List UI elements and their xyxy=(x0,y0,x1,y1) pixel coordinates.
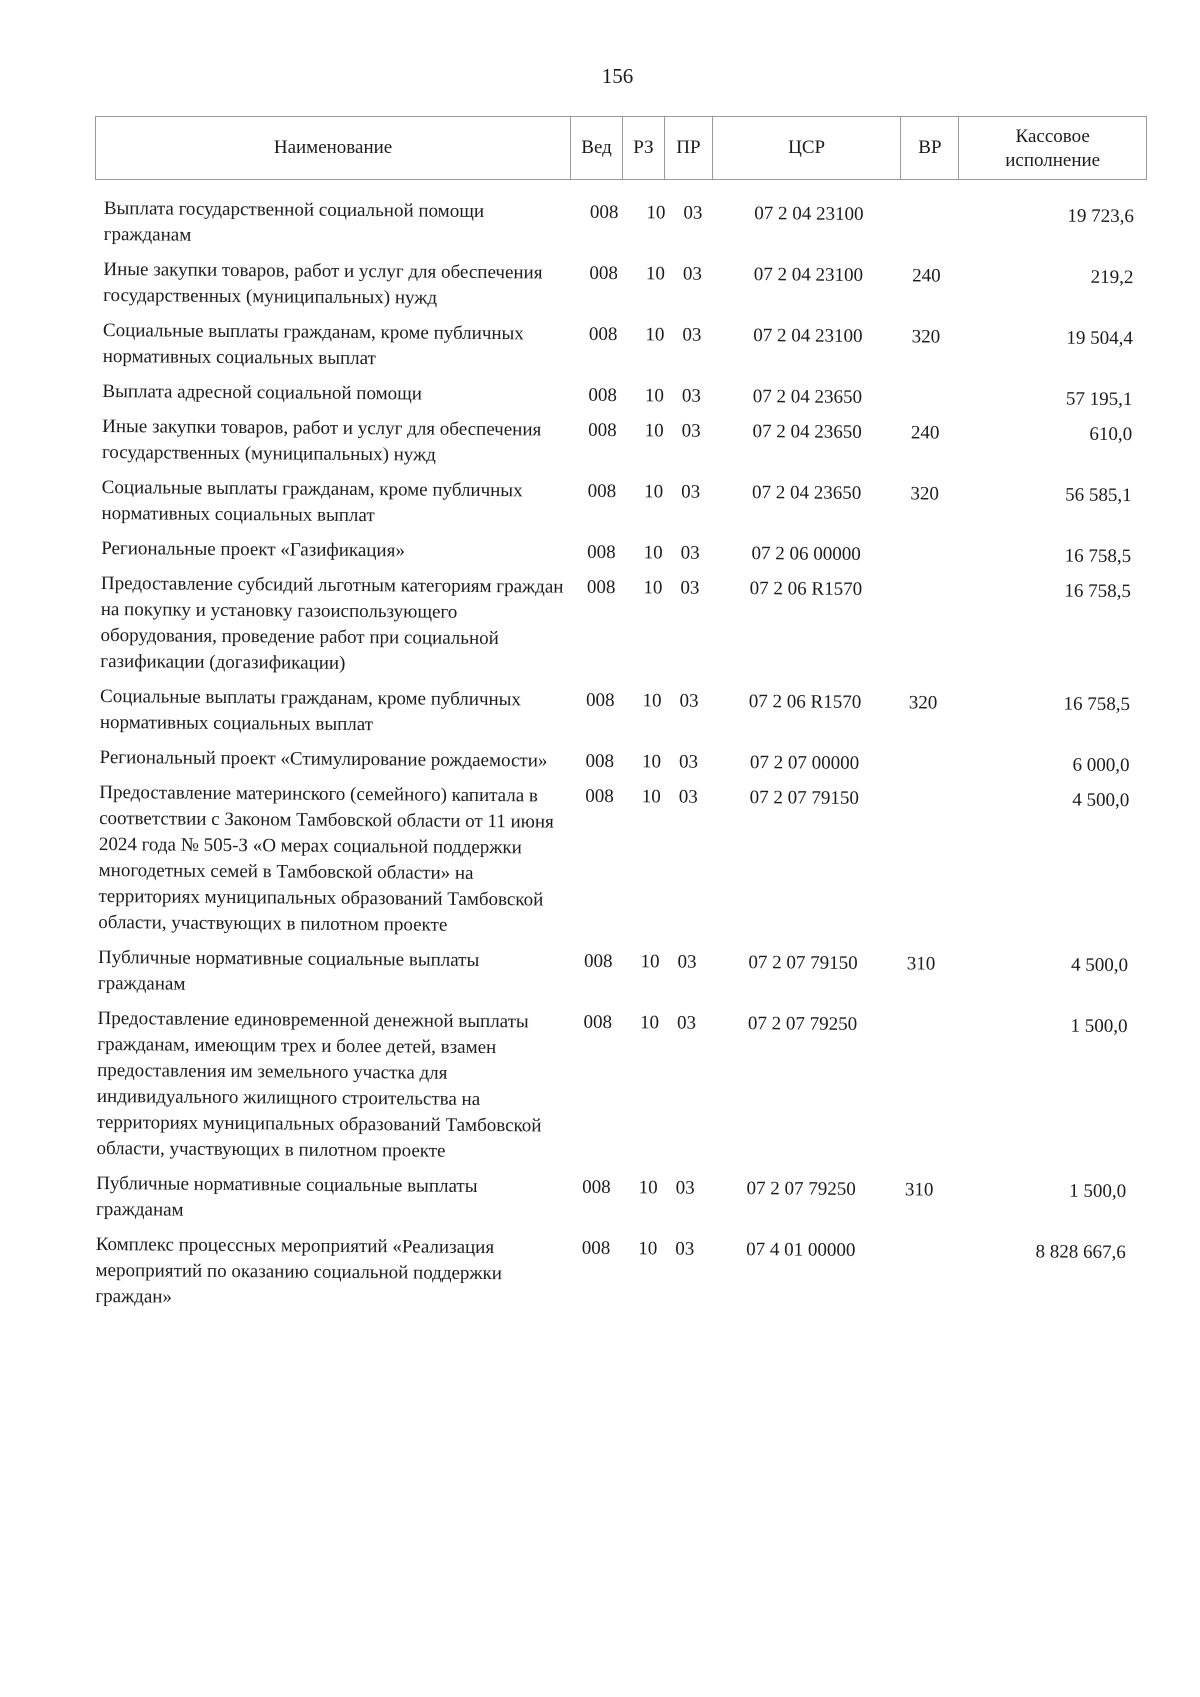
row-sum: 1 500,0 xyxy=(1069,1180,1127,1203)
row-rz: 10 xyxy=(645,263,665,285)
row-ved: 008 xyxy=(588,419,617,442)
row-ved: 008 xyxy=(587,480,617,503)
row-sum: 4 500,0 xyxy=(1070,954,1129,977)
row-rz: 10 xyxy=(645,324,665,346)
row-name: Социальные выплаты гражданам, кроме публичных нормативных социальных выплат xyxy=(101,476,523,527)
row-sum: 610,0 xyxy=(1089,423,1133,446)
row-csr: 07 2 07 00000 xyxy=(749,752,860,774)
row-csr: 07 2 07 79250 xyxy=(746,1178,856,1200)
table-body xyxy=(95,196,1150,1327)
row-sum: 16 758,5 xyxy=(1063,693,1131,716)
table-row xyxy=(98,780,1145,944)
row-name: Комплекс процессных мероприятий «Реализация мероприятий по оказанию социальной поддержки граждан» xyxy=(95,1233,503,1308)
row-pr: 03 xyxy=(678,751,699,773)
row-pr: 03 xyxy=(682,324,702,346)
row-sum: 57 195,1 xyxy=(1065,388,1133,411)
row-csr: 07 2 07 79150 xyxy=(749,787,859,809)
table-row xyxy=(103,257,1149,317)
table-header xyxy=(95,116,1147,180)
header-sum-line1: Кассовое xyxy=(1015,126,1090,147)
row-rz: 10 xyxy=(640,951,660,973)
table-row xyxy=(96,1171,1142,1231)
row-vr: 240 xyxy=(912,265,941,287)
row-csr: 07 2 07 79150 xyxy=(748,952,858,974)
table-row xyxy=(96,1006,1143,1170)
row-ved: 008 xyxy=(589,262,618,285)
row-vr: 320 xyxy=(910,483,940,505)
row-rz: 10 xyxy=(641,786,661,808)
row-pr: 03 xyxy=(675,1177,695,1199)
row-rz: 10 xyxy=(642,690,662,712)
table-row xyxy=(99,745,1145,779)
row-vr xyxy=(894,202,960,255)
row-csr: 07 2 04 23650 xyxy=(752,386,863,408)
row-csr: 07 2 04 23100 xyxy=(753,264,864,286)
row-pr: 03 xyxy=(676,1012,697,1034)
row-ved: 008 xyxy=(582,1176,611,1199)
row-vr xyxy=(888,786,955,943)
row-ved: 008 xyxy=(588,384,618,407)
row-ved: 008 xyxy=(585,689,615,712)
row-csr: 07 2 06 R1570 xyxy=(749,578,863,600)
row-vr xyxy=(890,577,957,682)
row-pr: 03 xyxy=(681,481,701,503)
row-pr: 03 xyxy=(681,385,702,407)
table-row xyxy=(101,536,1147,570)
row-vr xyxy=(885,1238,952,1317)
header-ved: Вед xyxy=(571,117,623,179)
row-ved: 008 xyxy=(586,576,616,599)
row-sum: 19 504,4 xyxy=(1066,327,1133,350)
row-rz: 10 xyxy=(646,202,666,224)
row-name: Публичные нормативные социальные выплаты гражданам xyxy=(95,1172,478,1221)
table-row xyxy=(100,684,1146,744)
row-pr: 03 xyxy=(681,420,701,442)
row-ved: 008 xyxy=(583,1011,613,1034)
header-pr: ПР xyxy=(665,117,713,179)
row-vr: 320 xyxy=(911,326,941,348)
header-vr: ВР xyxy=(901,117,959,179)
row-rz: 10 xyxy=(643,542,663,564)
row-ved: 008 xyxy=(587,541,616,564)
table-row xyxy=(104,196,1150,256)
row-vr: 320 xyxy=(908,692,938,714)
row-vr xyxy=(886,1012,953,1169)
row-vr xyxy=(891,542,957,569)
row-name: Региональный проект «Стимулирование рождаемости» xyxy=(99,746,548,772)
row-ved: 008 xyxy=(588,323,618,346)
row-vr: 310 xyxy=(906,953,936,975)
row-sum: 6 000,0 xyxy=(1072,754,1130,777)
row-pr: 03 xyxy=(680,542,700,564)
row-name: Предоставление субсидий льготным категориям граждан на покупку и установку газоиспользующего оборудования, проведение работ при социальной газификации (догазификации) xyxy=(100,572,564,674)
row-ved: 008 xyxy=(585,785,614,808)
row-rz: 10 xyxy=(644,481,664,503)
row-name: Региональные проект «Газификация» xyxy=(101,537,405,562)
row-pr: 03 xyxy=(675,1238,695,1260)
header-sum-line2: исполнение xyxy=(1005,150,1101,171)
row-rz: 10 xyxy=(638,1238,658,1260)
row-rz: 10 xyxy=(641,751,662,773)
row-sum: 16 758,5 xyxy=(1064,545,1132,568)
row-csr: 07 2 04 23650 xyxy=(751,482,862,504)
row-rz: 10 xyxy=(644,385,665,407)
table-row xyxy=(95,1232,1142,1318)
row-rz: 10 xyxy=(639,1012,660,1034)
row-name: Предоставление материнского (семейного) капитала в соответствии с Законом Тамбовской области от 11 июня 2024 года № 505-З «О мерах социальной поддержки многодетных семей в Тамбовской области» на территориях муниципальных образований Тамбовской области, участвующих в пилотном проекте xyxy=(98,781,554,936)
table-row xyxy=(102,414,1148,474)
table-row xyxy=(101,475,1147,535)
row-pr: 03 xyxy=(678,786,698,808)
row-sum: 219,2 xyxy=(1090,266,1134,289)
row-rz: 10 xyxy=(643,577,663,599)
row-vr: 310 xyxy=(904,1179,934,1201)
header-sum xyxy=(959,117,1146,179)
row-name: Социальные выплаты гражданам, кроме публичных нормативных социальных выплат xyxy=(102,319,524,370)
row-sum: 56 585,1 xyxy=(1065,484,1132,507)
row-rz: 10 xyxy=(638,1177,658,1199)
row-csr: 07 2 07 79250 xyxy=(747,1013,858,1035)
row-sum: 8 828 667,6 xyxy=(1035,1241,1126,1264)
row-name: Предоставление единовременной денежной выплаты гражданам, имеющим трех и более детей, взамен предоставления им земельного участка для индивидуального жилищного строительства на территориях муниципальных образований Тамбовской области, участвующих в пилотном проекте xyxy=(96,1007,542,1162)
row-name: Выплата адресной социальной помощи xyxy=(102,380,423,405)
header-name: Наименование xyxy=(96,117,571,179)
row-pr: 03 xyxy=(677,951,697,973)
row-ved: 008 xyxy=(581,1237,611,1260)
row-csr: 07 2 04 23650 xyxy=(752,421,862,443)
row-csr: 07 4 01 00000 xyxy=(746,1239,856,1261)
header-rz: РЗ xyxy=(623,117,665,179)
row-pr: 03 xyxy=(682,263,702,285)
row-csr: 07 2 04 23100 xyxy=(753,325,863,347)
table-row xyxy=(102,379,1148,413)
row-name: Публичные нормативные социальные выплаты гражданам xyxy=(97,946,480,995)
row-sum: 1 500,0 xyxy=(1070,1015,1128,1038)
row-vr xyxy=(889,751,955,778)
row-vr: 240 xyxy=(910,422,940,444)
row-csr: 07 2 06 00000 xyxy=(751,543,861,565)
row-csr: 07 2 06 R1570 xyxy=(748,691,862,713)
row-rz: 10 xyxy=(644,420,664,442)
row-pr: 03 xyxy=(683,202,703,224)
row-sum: 4 500,0 xyxy=(1072,789,1130,812)
row-ved: 008 xyxy=(589,201,619,224)
row-name: Иные закупки товаров, работ и услуг для обеспечения государственных (муниципальных) нужд xyxy=(101,415,542,466)
row-pr: 03 xyxy=(680,577,700,599)
row-sum: 19 723,6 xyxy=(1067,205,1134,228)
table-row xyxy=(100,571,1147,683)
row-vr xyxy=(892,385,958,412)
header-csr: ЦСР xyxy=(713,117,902,179)
row-name: Иные закупки товаров, работ и услуг для обеспечения государственных (муниципальных) нужд xyxy=(103,258,543,309)
row-name: Социальные выплаты гражданам, кроме публичных нормативных социальных выплат xyxy=(99,685,522,736)
table-row xyxy=(98,945,1144,1005)
row-ved: 008 xyxy=(585,750,615,773)
row-csr: 07 2 04 23100 xyxy=(754,203,864,225)
row-ved: 008 xyxy=(583,950,613,973)
page-number: 156 xyxy=(601,64,634,88)
row-name: Выплата государственной социальной помощи гражданам xyxy=(103,197,485,246)
table-row xyxy=(103,318,1149,378)
row-pr: 03 xyxy=(679,690,699,712)
row-sum: 16 758,5 xyxy=(1064,580,1132,603)
